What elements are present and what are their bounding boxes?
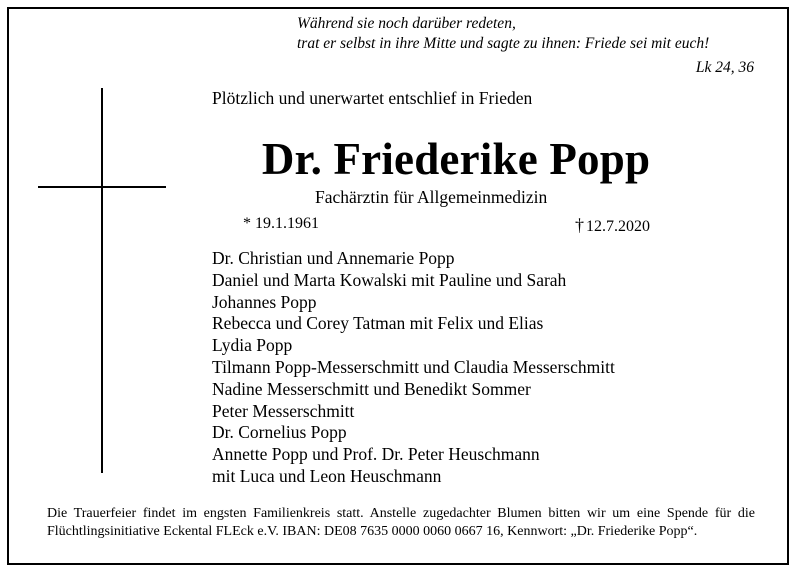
mourner-line: Tilmann Popp-Messerschmitt und Claudia Messerschmitt — [212, 356, 615, 377]
mourner-line: Daniel und Marta Kowalski mit Pauline und Sarah — [212, 269, 567, 290]
cross-icon-horizontal — [38, 186, 166, 188]
quote-line-1: Während sie noch darüber redeten, — [297, 15, 516, 32]
intro-text: Plötzlich und unerwartet entschlief in Frieden — [212, 88, 533, 108]
dagger-icon: † — [575, 215, 584, 235]
quote-line-2: trat er selbst in ihre Mitte und sagte zu ihnen: Friede sei mit euch! — [297, 35, 710, 52]
deceased-profession: Fachärztin für Allgemeinmedizin — [315, 187, 548, 207]
mourner-line: Lydia Popp — [212, 335, 293, 356]
mourner-line: Rebecca und Corey Tatman mit Felix und Elias — [212, 313, 544, 334]
deceased-name: Dr. Friederike Popp — [261, 134, 651, 184]
funeral-notice-footer: Die Trauerfeier findet im engsten Familienkreis statt. Anstelle zugedachter Blumen bitten wir um eine Spende für die Flüchtlingsinitiative Eckental FLEck e.V. IBAN: DE08 7635 0000 0060 0667 16, Kennwort: „Dr. Friederike Popp“. — [47, 506, 755, 539]
death-date: 12.7.2020 — [586, 218, 650, 235]
mourner-line: Dr. Cornelius Popp — [212, 422, 347, 443]
bible-quote — [297, 14, 709, 54]
mourner-line: Peter Messerschmitt — [212, 400, 355, 421]
quote-reference: Lk 24, 36 — [695, 59, 754, 76]
death-date-block — [575, 215, 650, 236]
mourner-line: Johannes Popp — [212, 291, 317, 312]
mourner-line: Dr. Christian und Annemarie Popp — [212, 248, 455, 268]
mourner-line: Annette Popp und Prof. Dr. Peter Heuschmann — [212, 444, 540, 465]
mourners-list — [212, 248, 615, 488]
mourner-line: Nadine Messerschmitt und Benedikt Sommer — [212, 378, 531, 399]
mourner-line: mit Luca und Leon Heuschmann — [212, 465, 442, 486]
birth-date: * 19.1.1961 — [243, 215, 319, 232]
